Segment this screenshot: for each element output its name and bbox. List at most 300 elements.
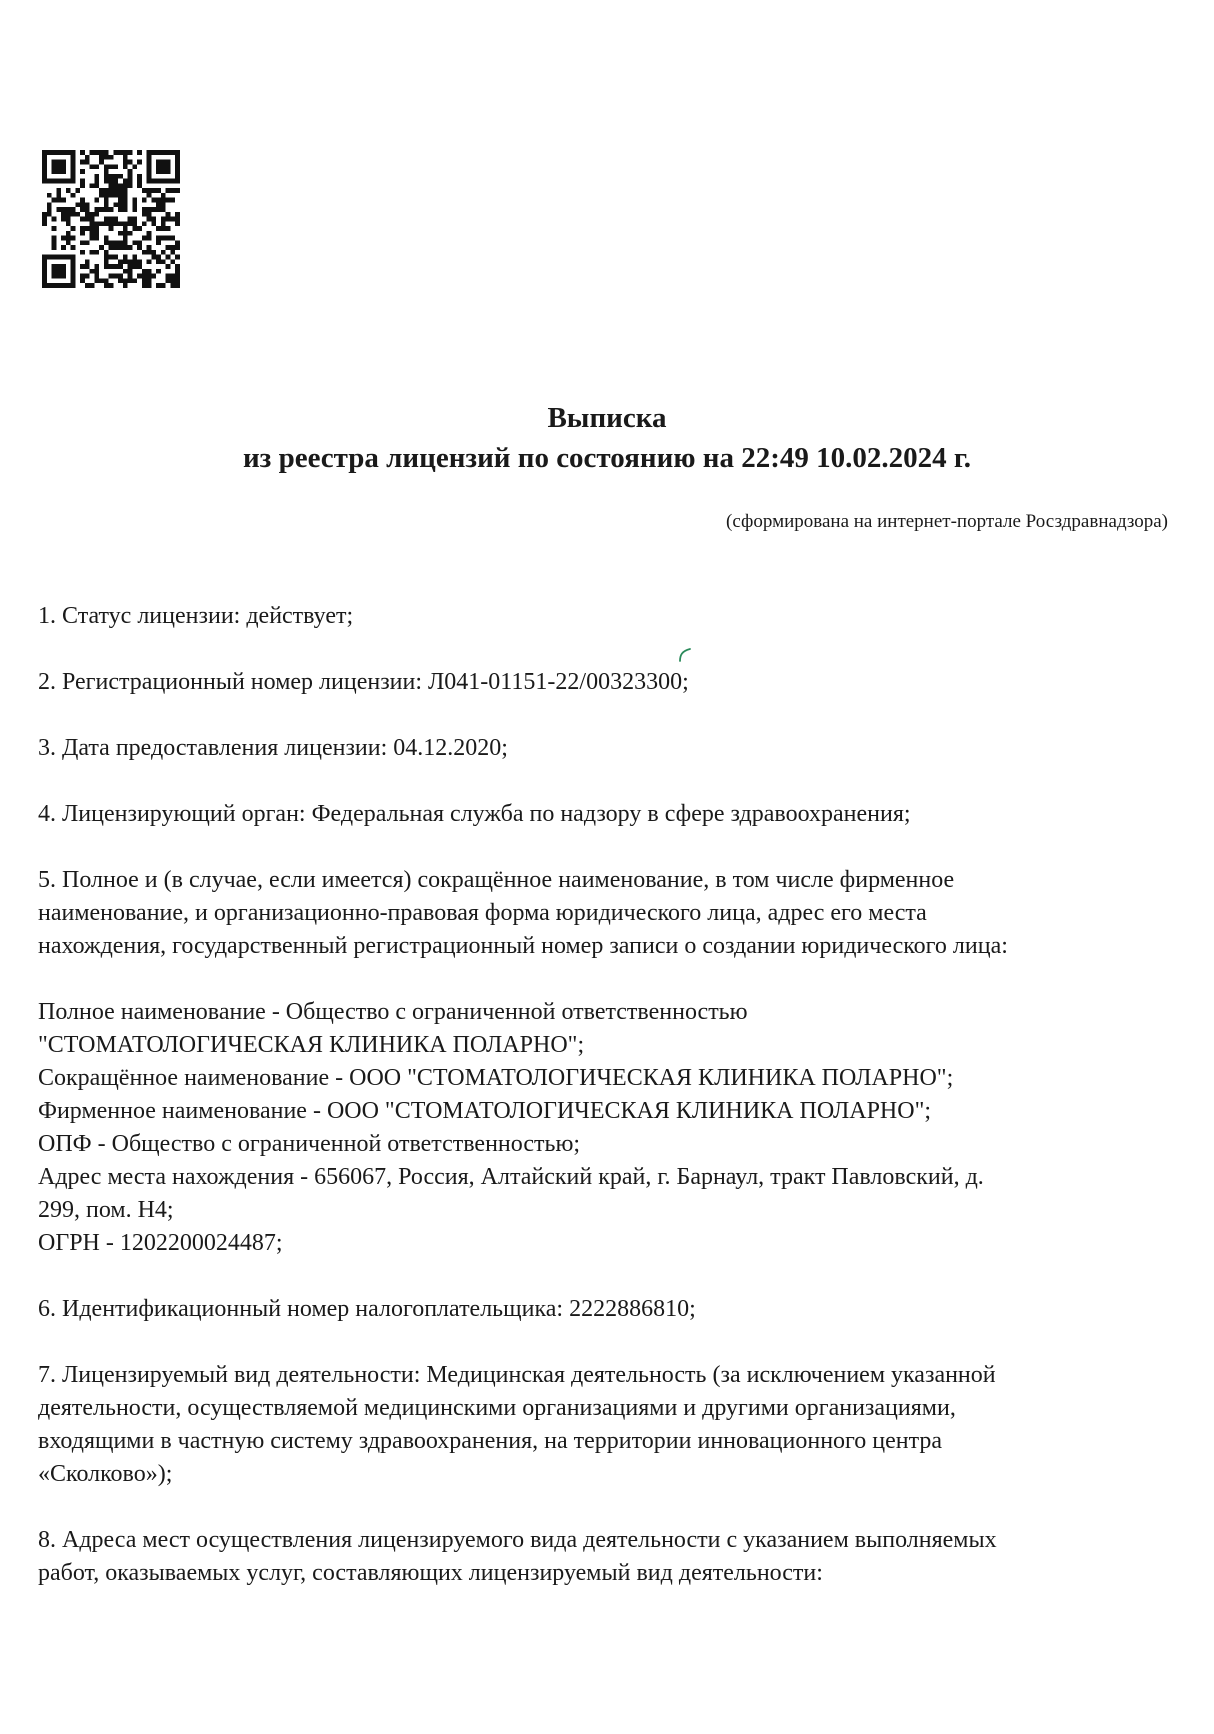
qr-module bbox=[42, 164, 47, 169]
qr-module bbox=[52, 217, 57, 222]
item-license-status: 1. Статус лицензии: действует; bbox=[38, 603, 354, 629]
qr-module bbox=[170, 150, 175, 155]
qr-module bbox=[147, 231, 152, 236]
qr-module bbox=[61, 255, 66, 260]
qr-module bbox=[123, 183, 128, 188]
qr-module bbox=[123, 278, 128, 283]
qr-module bbox=[99, 155, 104, 160]
qr-module bbox=[80, 207, 85, 212]
qr-module bbox=[85, 226, 90, 231]
qr-module bbox=[113, 202, 118, 207]
qr-module bbox=[175, 283, 180, 288]
qr-module bbox=[90, 226, 95, 231]
qr-module bbox=[94, 226, 99, 231]
qr-module bbox=[66, 217, 71, 222]
qr-module bbox=[52, 269, 57, 274]
document-subtitle: из реестра лицензий по состоянию на 22:49 10.02.2024 г. bbox=[242, 442, 972, 474]
qr-module bbox=[137, 226, 142, 231]
qr-module bbox=[109, 217, 114, 222]
qr-module bbox=[142, 283, 147, 288]
qr-module bbox=[42, 221, 47, 226]
qr-module bbox=[56, 207, 61, 212]
qr-module bbox=[52, 169, 57, 174]
qr-module bbox=[80, 160, 85, 165]
org-address-cont: 299, пом. Н4; bbox=[38, 1197, 174, 1223]
qr-module bbox=[104, 188, 109, 193]
qr-module bbox=[123, 240, 128, 245]
qr-module bbox=[175, 264, 180, 269]
qr-module bbox=[161, 198, 166, 203]
qr-module bbox=[170, 274, 175, 279]
qr-module bbox=[166, 198, 171, 203]
qr-module bbox=[52, 274, 57, 279]
qr-module bbox=[47, 207, 52, 212]
qr-module bbox=[128, 174, 133, 179]
qr-module bbox=[104, 164, 109, 169]
qr-module bbox=[123, 198, 128, 203]
qr-module bbox=[109, 174, 114, 179]
qr-module bbox=[90, 283, 95, 288]
qr-module bbox=[147, 188, 152, 193]
qr-module bbox=[52, 160, 57, 165]
qr-module bbox=[156, 188, 161, 193]
qr-module bbox=[147, 207, 152, 212]
qr-module bbox=[132, 202, 137, 207]
qr-module bbox=[66, 150, 71, 155]
qr-module bbox=[94, 250, 99, 255]
qr-module bbox=[85, 217, 90, 222]
qr-module bbox=[123, 245, 128, 250]
qr-module bbox=[80, 264, 85, 269]
qr-module bbox=[61, 236, 66, 241]
qr-module bbox=[90, 212, 95, 217]
qr-module bbox=[147, 259, 152, 264]
qr-module bbox=[118, 278, 123, 283]
qr-module bbox=[142, 221, 147, 226]
qr-module bbox=[80, 179, 85, 184]
qr-module bbox=[123, 283, 128, 288]
qr-module bbox=[161, 193, 166, 198]
qr-module bbox=[104, 155, 109, 160]
document-title: Выписка bbox=[547, 402, 667, 434]
qr-module bbox=[104, 193, 109, 198]
qr-module bbox=[42, 155, 47, 160]
qr-module bbox=[104, 264, 109, 269]
qr-module bbox=[42, 255, 47, 260]
qr-module bbox=[161, 283, 166, 288]
qr-module bbox=[109, 183, 114, 188]
qr-module bbox=[85, 212, 90, 217]
qr-module bbox=[94, 231, 99, 236]
qr-module bbox=[151, 179, 156, 184]
qr-module bbox=[61, 212, 66, 217]
qr-module bbox=[71, 212, 76, 217]
qr-module bbox=[170, 259, 175, 264]
qr-module bbox=[47, 212, 52, 217]
qr-module bbox=[52, 264, 57, 269]
qr-module bbox=[42, 278, 47, 283]
qr-module bbox=[175, 169, 180, 174]
qr-module bbox=[90, 217, 95, 222]
qr-module bbox=[166, 179, 171, 184]
qr-module bbox=[104, 236, 109, 241]
qr-module bbox=[161, 202, 166, 207]
qr-module bbox=[123, 155, 128, 160]
qr-module bbox=[99, 188, 104, 193]
qr-module bbox=[128, 245, 133, 250]
qr-module bbox=[142, 207, 147, 212]
qr-module bbox=[128, 221, 133, 226]
qr-module bbox=[104, 221, 109, 226]
qr-module bbox=[90, 236, 95, 241]
qr-module bbox=[175, 160, 180, 165]
item-issue-date: 3. Дата предоставления лицензии: 04.12.2020; bbox=[38, 735, 508, 761]
qr-module bbox=[61, 207, 66, 212]
qr-module bbox=[142, 269, 147, 274]
qr-module bbox=[90, 164, 95, 169]
qr-module bbox=[113, 193, 118, 198]
qr-module bbox=[61, 217, 66, 222]
item-activity-addresses: 8. Адреса мест осуществления лицензируемого вида деятельности с указанием выполняемых работ, оказываемых услуг, составляющих лицензируемый вид деятельности: bbox=[38, 1527, 997, 1586]
qr-module bbox=[170, 198, 175, 203]
qr-module bbox=[128, 231, 133, 236]
qr-module bbox=[123, 255, 128, 260]
qr-module bbox=[94, 236, 99, 241]
qr-module bbox=[132, 207, 137, 212]
qr-module bbox=[66, 255, 71, 260]
qr-module bbox=[118, 150, 123, 155]
qr-module bbox=[52, 164, 57, 169]
qr-module bbox=[123, 160, 128, 165]
qr-module bbox=[166, 160, 171, 165]
qr-module bbox=[147, 278, 152, 283]
qr-module bbox=[166, 150, 171, 155]
qr-module bbox=[175, 212, 180, 217]
qr-module bbox=[42, 160, 47, 165]
qr-module bbox=[90, 150, 95, 155]
qr-module bbox=[42, 274, 47, 279]
qr-module bbox=[104, 240, 109, 245]
qr-module bbox=[66, 283, 71, 288]
qr-module bbox=[109, 221, 114, 226]
qr-module bbox=[104, 198, 109, 203]
qr-module bbox=[166, 188, 171, 193]
qr-module bbox=[66, 240, 71, 245]
qr-module bbox=[61, 169, 66, 174]
qr-module bbox=[137, 183, 142, 188]
qr-module bbox=[118, 274, 123, 279]
qr-module bbox=[109, 207, 114, 212]
qr-module bbox=[109, 179, 114, 184]
qr-module bbox=[104, 150, 109, 155]
qr-module bbox=[161, 164, 166, 169]
qr-module bbox=[147, 174, 152, 179]
qr-module bbox=[113, 255, 118, 260]
qr-module bbox=[151, 255, 156, 260]
qr-module bbox=[66, 179, 71, 184]
qr-module bbox=[118, 240, 123, 245]
qr-module bbox=[52, 255, 57, 260]
item-activity-type: 7. Лицензируемый вид деятельности: Медицинская деятельность (за исключением указанной деятельности, осуществляемой медицинскими организациями и другими организациями, входящими в частную систему здравоохранения, на территории инновационного центра «Сколково»); bbox=[38, 1362, 996, 1487]
qr-module bbox=[61, 179, 66, 184]
qr-module bbox=[80, 274, 85, 279]
qr-module bbox=[161, 179, 166, 184]
qr-module bbox=[151, 250, 156, 255]
org-ogrn: ОГРН - 1202200024487; bbox=[38, 1230, 283, 1256]
qr-module bbox=[85, 240, 90, 245]
qr-module bbox=[147, 283, 152, 288]
org-legal-form: ОПФ - Общество с ограниченной ответственностью; bbox=[38, 1131, 581, 1157]
qr-module bbox=[94, 269, 99, 274]
qr-module bbox=[56, 150, 61, 155]
qr-module bbox=[147, 164, 152, 169]
qr-module bbox=[71, 264, 76, 269]
qr-module bbox=[109, 255, 114, 260]
qr-module bbox=[42, 150, 47, 155]
qr-module bbox=[42, 169, 47, 174]
qr-module bbox=[66, 231, 71, 236]
qr-module bbox=[94, 274, 99, 279]
qr-module bbox=[99, 150, 104, 155]
qr-module bbox=[71, 150, 76, 155]
qr-module bbox=[56, 198, 61, 203]
qr-module bbox=[61, 283, 66, 288]
item-registration-number: 2. Регистрационный номер лицензии: Л041-01151-22/00323300; bbox=[38, 669, 689, 695]
qr-module bbox=[47, 179, 52, 184]
qr-module bbox=[42, 264, 47, 269]
qr-module bbox=[175, 150, 180, 155]
qr-module bbox=[52, 226, 57, 231]
qr-module bbox=[161, 169, 166, 174]
qr-module bbox=[175, 174, 180, 179]
qr-module bbox=[156, 240, 161, 245]
qr-module bbox=[132, 240, 137, 245]
qr-module bbox=[156, 269, 161, 274]
qr-module bbox=[128, 259, 133, 264]
qr-module bbox=[151, 274, 156, 279]
qr-module bbox=[104, 217, 109, 222]
qr-module bbox=[52, 283, 57, 288]
qr-module bbox=[123, 269, 128, 274]
qr-module bbox=[170, 236, 175, 241]
qr-module bbox=[104, 250, 109, 255]
qr-module bbox=[142, 212, 147, 217]
qr-module bbox=[71, 207, 76, 212]
qr-module bbox=[166, 245, 171, 250]
qr-module bbox=[132, 226, 137, 231]
qr-module bbox=[175, 255, 180, 260]
qr-module bbox=[104, 255, 109, 260]
qr-module bbox=[94, 198, 99, 203]
qr-module bbox=[147, 169, 152, 174]
qr-module bbox=[123, 150, 128, 155]
qr-module bbox=[156, 150, 161, 155]
qr-module bbox=[137, 160, 142, 165]
qr-module bbox=[113, 150, 118, 155]
qr-module bbox=[47, 150, 52, 155]
qr-module bbox=[166, 217, 171, 222]
qr-module bbox=[175, 274, 180, 279]
qr-module bbox=[85, 264, 90, 269]
qr-module bbox=[104, 259, 109, 264]
qr-module bbox=[147, 160, 152, 165]
qr-module bbox=[118, 188, 123, 193]
qr-module bbox=[123, 221, 128, 226]
qr-module bbox=[113, 164, 118, 169]
qr-module bbox=[147, 150, 152, 155]
qr-module bbox=[104, 202, 109, 207]
qr-module bbox=[104, 278, 109, 283]
qr-module bbox=[161, 150, 166, 155]
qr-module bbox=[142, 188, 147, 193]
qr-module bbox=[99, 193, 104, 198]
qr-module bbox=[142, 250, 147, 255]
qr-module bbox=[80, 169, 85, 174]
qr-module bbox=[71, 155, 76, 160]
qr-module bbox=[132, 164, 137, 169]
qr-module bbox=[109, 155, 114, 160]
qr-module bbox=[94, 174, 99, 179]
qr-module bbox=[61, 150, 66, 155]
qr-module bbox=[156, 255, 161, 260]
qr-module bbox=[104, 207, 109, 212]
qr-module bbox=[85, 259, 90, 264]
qr-module bbox=[132, 264, 137, 269]
qr-module bbox=[161, 236, 166, 241]
qr-module bbox=[42, 269, 47, 274]
qr-module bbox=[147, 212, 152, 217]
qr-module bbox=[99, 245, 104, 250]
qr-module bbox=[156, 179, 161, 184]
qr-module bbox=[147, 217, 152, 222]
qr-module bbox=[52, 198, 57, 203]
qr-module bbox=[71, 245, 76, 250]
qr-module bbox=[80, 226, 85, 231]
qr-module bbox=[170, 245, 175, 250]
qr-module bbox=[56, 255, 61, 260]
qr-module bbox=[142, 274, 147, 279]
qr-module bbox=[90, 231, 95, 236]
qr-module bbox=[128, 264, 133, 269]
qr-module bbox=[66, 212, 71, 217]
qr-module bbox=[166, 278, 171, 283]
org-short-name: Сокращённое наименование - ООО "СТОМАТОЛОГИЧЕСКАЯ КЛИНИКА ПОЛАРНО"; bbox=[38, 1065, 954, 1091]
qr-code-icon bbox=[42, 150, 180, 288]
qr-module bbox=[71, 193, 76, 198]
qr-module bbox=[166, 169, 171, 174]
qr-module bbox=[80, 217, 85, 222]
qr-module bbox=[128, 217, 133, 222]
qr-module bbox=[71, 274, 76, 279]
qr-module bbox=[123, 202, 128, 207]
qr-module bbox=[80, 198, 85, 203]
qr-module bbox=[99, 278, 104, 283]
qr-module bbox=[151, 207, 156, 212]
qr-module bbox=[109, 283, 114, 288]
qr-module bbox=[80, 250, 85, 255]
qr-module bbox=[109, 193, 114, 198]
qr-module bbox=[166, 264, 171, 269]
qr-module bbox=[170, 179, 175, 184]
qr-module bbox=[156, 259, 161, 264]
qr-module bbox=[113, 179, 118, 184]
qr-module bbox=[61, 198, 66, 203]
qr-module bbox=[52, 179, 57, 184]
qr-module bbox=[151, 221, 156, 226]
qr-module bbox=[90, 221, 95, 226]
qr-module bbox=[123, 231, 128, 236]
qr-module bbox=[123, 164, 128, 169]
qr-module bbox=[142, 278, 147, 283]
qr-module bbox=[66, 188, 71, 193]
qr-module bbox=[56, 169, 61, 174]
org-brand-name: Фирменное наименование - ООО "СТОМАТОЛОГИЧЕСКАЯ КЛИНИКА ПОЛАРНО"; bbox=[38, 1098, 932, 1124]
qr-module bbox=[175, 188, 180, 193]
qr-module bbox=[99, 160, 104, 165]
qr-module bbox=[113, 245, 118, 250]
qr-module bbox=[42, 174, 47, 179]
qr-module bbox=[113, 221, 118, 226]
qr-module bbox=[56, 179, 61, 184]
qr-module bbox=[56, 264, 61, 269]
qr-module bbox=[56, 160, 61, 165]
qr-module bbox=[132, 278, 137, 283]
qr-module bbox=[90, 250, 95, 255]
generated-note: (сформирована на интернет-портале Росздравнадзора) bbox=[726, 511, 1168, 532]
qr-module bbox=[109, 164, 114, 169]
qr-module bbox=[156, 207, 161, 212]
qr-module bbox=[175, 155, 180, 160]
qr-module bbox=[99, 221, 104, 226]
qr-module bbox=[137, 150, 142, 155]
qr-module bbox=[137, 179, 142, 184]
qr-module bbox=[123, 236, 128, 241]
qr-module bbox=[151, 198, 156, 203]
qr-module bbox=[42, 179, 47, 184]
qr-module bbox=[147, 155, 152, 160]
qr-module bbox=[113, 240, 118, 245]
qr-module bbox=[66, 207, 71, 212]
qr-module bbox=[128, 183, 133, 188]
qr-module bbox=[52, 236, 57, 241]
qr-module bbox=[147, 250, 152, 255]
qr-module bbox=[75, 212, 80, 217]
qr-module bbox=[94, 278, 99, 283]
qr-module bbox=[132, 255, 137, 260]
qr-module bbox=[61, 245, 66, 250]
qr-module bbox=[175, 164, 180, 169]
qr-module bbox=[80, 240, 85, 245]
qr-module bbox=[71, 255, 76, 260]
qr-module bbox=[56, 193, 61, 198]
qr-module bbox=[123, 226, 128, 231]
qr-module bbox=[109, 274, 114, 279]
qr-module bbox=[71, 269, 76, 274]
qr-module bbox=[113, 174, 118, 179]
qr-module bbox=[80, 202, 85, 207]
qr-module bbox=[166, 236, 171, 241]
qr-module bbox=[137, 264, 142, 269]
qr-module bbox=[123, 179, 128, 184]
qr-module bbox=[42, 259, 47, 264]
qr-module bbox=[161, 207, 166, 212]
item-legal-entity-heading: 5. Полное и (в случае, если имеется) сокращённое наименование, в том числе фирменное наименование, и организационно-правовая форма юридического лица, адрес его места нахождения, государственный регистрационный номер записи о создании юридического лица: bbox=[38, 867, 1008, 959]
qr-module bbox=[113, 188, 118, 193]
qr-module bbox=[166, 274, 171, 279]
qr-module bbox=[90, 269, 95, 274]
qr-module bbox=[71, 174, 76, 179]
qr-module bbox=[132, 259, 137, 264]
